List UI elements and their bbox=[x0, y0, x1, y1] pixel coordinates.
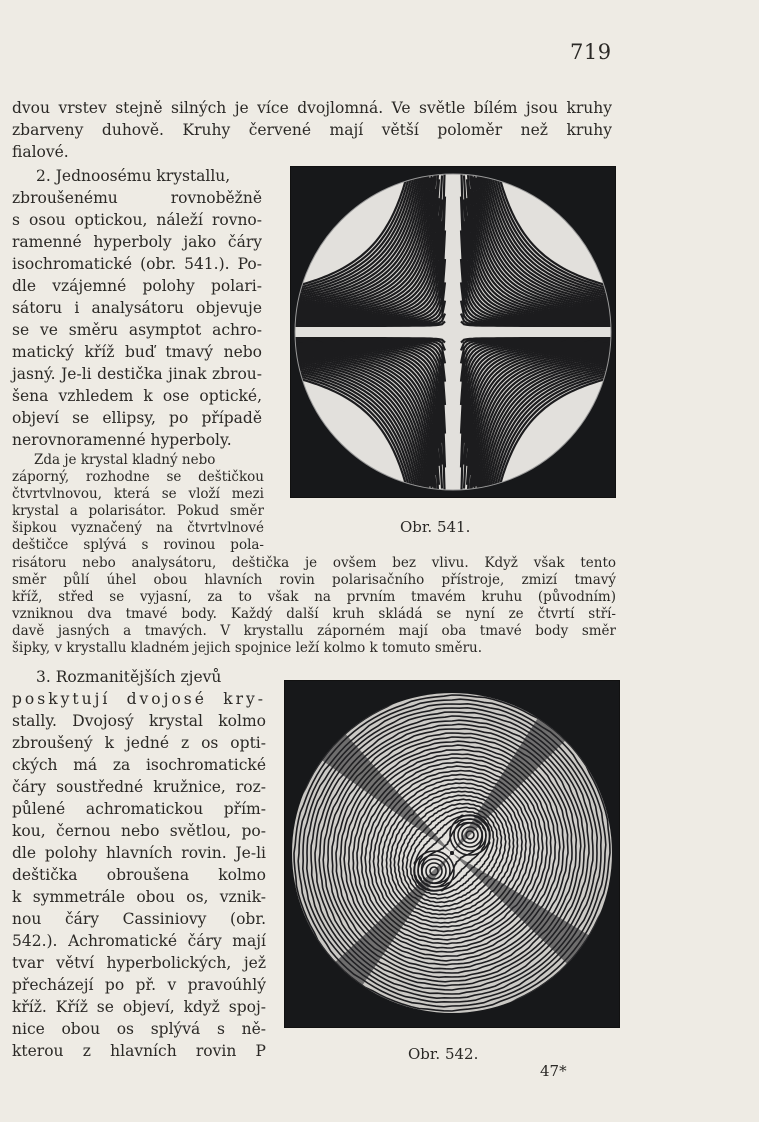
text-line: přecházejí po př. v pravoúhlý bbox=[12, 976, 266, 994]
text-line: isochromatické (obr. 541.). Po- bbox=[12, 255, 262, 273]
text-line: směr půlí úhel obou hlavních rovin polarisačního přístroje, zmizí tmavý bbox=[12, 572, 616, 588]
text-line: 2. Jednoosému krystallu, bbox=[36, 167, 231, 185]
text-line: poskytují dvojosé kry- bbox=[12, 690, 266, 708]
text-line: vzniknou dva tmavé body. Každý další kruh skládá se nyní ze čtvrtí stří- bbox=[12, 606, 616, 622]
text-line: šipkou vyznačený na čtvrtvlnové bbox=[12, 520, 264, 536]
fig542-interference-image bbox=[285, 681, 619, 1027]
text-line: sátoru i analysátoru objevuje bbox=[12, 299, 262, 317]
text-line: ramenné hyperboly jako čáry bbox=[12, 233, 262, 251]
text-line: nerovnoramenné hyperboly. bbox=[12, 431, 232, 449]
figure-541 bbox=[290, 166, 616, 498]
text-line: jasný. Je-li destička jinak zbrou- bbox=[12, 365, 262, 383]
text-line: Zda je krystal kladný nebo bbox=[34, 452, 216, 468]
text-line: kříž, střed se vyjasní, za to však na prvním tmavém kruhu (původním) bbox=[12, 589, 616, 605]
text-line: kou, černou nebo světlou, po- bbox=[12, 822, 266, 840]
text-line: čáry soustředné kružnice, roz- bbox=[12, 778, 266, 796]
figure-542 bbox=[284, 680, 620, 1028]
text-line: objeví se ellipsy, po případě bbox=[12, 409, 262, 427]
text-line: davě jasných a tmavých. V krystallu záporném mají oba tmavé body směr bbox=[12, 623, 616, 639]
text-line: zbarveny duhově. Kruhy červené mají větší poloměr než kruhy bbox=[12, 121, 612, 139]
text-line: šipky, v krystallu kladném jejich spojnice leží kolmo k tomuto směru. bbox=[12, 640, 483, 656]
text-line: se ve směru asymptot achro- bbox=[12, 321, 262, 339]
text-line: dle polohy hlavních rovin. Je-li bbox=[12, 844, 266, 862]
text-line: 3. Rozmanitějších zjevů bbox=[36, 668, 222, 686]
text-line: dvou vrstev stejně silných je více dvojlomná. Ve světle bílém jsou kruhy bbox=[12, 99, 612, 117]
signature-mark: 47* bbox=[540, 1062, 567, 1080]
text-line: kterou z hlavních rovin P bbox=[12, 1042, 266, 1060]
text-line: deštička obroušena kolmo bbox=[12, 866, 266, 884]
page-number: 719 bbox=[570, 40, 612, 64]
text-line: k symmetrále obou os, vznik- bbox=[12, 888, 266, 906]
text-line: risátoru nebo analysátoru, deštička je ovšem bez vlivu. Když však tento bbox=[12, 555, 616, 571]
text-line: šena vzhledem k ose optické, bbox=[12, 387, 262, 405]
text-line: zbroušený k jedné z os opti- bbox=[12, 734, 266, 752]
text-line: čtvrtvlnovou, která se vloží mezi bbox=[12, 486, 264, 502]
text-line: matický kříž buď tmavý nebo bbox=[12, 343, 262, 361]
text-line: ckých má za isochromatické bbox=[12, 756, 266, 774]
text-line: tvar větví hyperbolických, jež bbox=[12, 954, 266, 972]
figure-541-caption: Obr. 541. bbox=[400, 518, 471, 536]
text-line: půlené achromatickou přím- bbox=[12, 800, 266, 818]
text-line: stally. Dvojosý krystal kolmo bbox=[12, 712, 266, 730]
text-line: dle vzájemné polohy polari- bbox=[12, 277, 262, 295]
text-line: s osou optickou, náleží rovno- bbox=[12, 211, 262, 229]
text-line: deštičce splývá s rovinou pola- bbox=[12, 537, 264, 553]
text-line: nice obou os splývá s ně- bbox=[12, 1020, 266, 1038]
text-line: krystal a polarisátor. Pokud směr bbox=[12, 503, 264, 519]
text-line: nou čáry Cassiniovy (obr. bbox=[12, 910, 266, 928]
text-line: 542.). Achromatické čáry mají bbox=[12, 932, 266, 950]
text-line: zbroušenému rovnoběžně bbox=[12, 189, 262, 207]
text-line: fialové. bbox=[12, 143, 69, 161]
text-line: záporný, rozhodne se deštičkou bbox=[12, 469, 264, 485]
text-line: kříž. Kříž se objeví, když spoj- bbox=[12, 998, 266, 1016]
figure-542-caption: Obr. 542. bbox=[408, 1045, 479, 1063]
fig541-interference-image bbox=[291, 167, 615, 497]
